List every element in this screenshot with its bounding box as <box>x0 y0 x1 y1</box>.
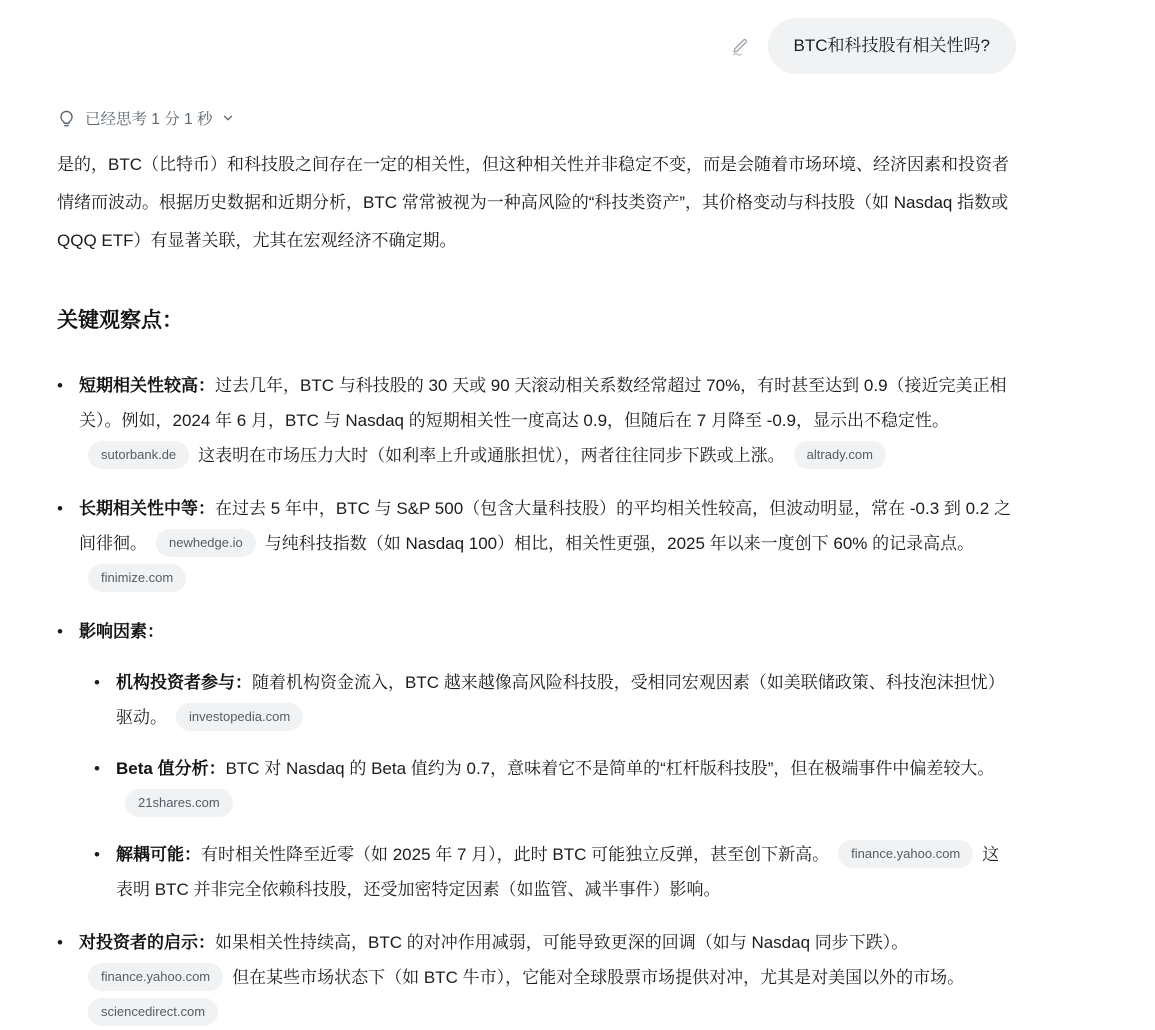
bullet-term: 短期相关性较高： <box>79 376 215 395</box>
bullet-content <box>116 665 1016 735</box>
user-message-text: BTC和科技股有相关性吗? <box>793 36 990 55</box>
list-item <box>57 491 1016 596</box>
bullet-marker: • <box>57 933 63 952</box>
chevron-down-icon <box>221 111 235 125</box>
citation-chip[interactable]: newhedge.io <box>156 529 256 557</box>
bullet-content <box>79 614 1016 907</box>
list-item <box>94 837 1016 907</box>
bullet-content <box>116 751 1016 821</box>
list-item <box>57 368 1016 473</box>
bullet-term: 解耦可能： <box>116 845 201 864</box>
bullet-marker: • <box>94 673 100 692</box>
bullet-text: 与纯科技指数（如 Nasdaq 100）相比，相关性更强，2025 年以来一度创下 60% 的记录高点。 <box>264 534 975 553</box>
bullet-content <box>79 491 1016 596</box>
list-item <box>57 614 1016 907</box>
citation-chip[interactable]: investopedia.com <box>176 703 303 731</box>
thinking-toggle[interactable] <box>57 107 235 129</box>
bullet-text: 在过去 5 年中，BTC 与 S&P 500（包含大量科技股）的平均相关性较高，但波动明显，常在 -0.3 到 0.2 之间徘徊。 <box>79 499 1011 553</box>
intro-paragraph: 是的，BTC（比特币）和科技股之间存在一定的相关性，但这种相关性并非稳定不变，而是会随着市场环境、经济因素和投资者情绪而波动。根据历史数据和近期分析，BTC 常常被视为一种高风险的“科技类资产”，其价格变动与科技股（如 Nasdaq 指数或 QQQ ETF）有显著关联，尤其在宏观经济不确定期。 <box>57 155 1009 250</box>
citation-chip[interactable]: finance.yahoo.com <box>838 840 973 868</box>
thinking-label: 已经思考 1 分 1 秒 <box>85 111 213 128</box>
bullet-content <box>79 368 1016 473</box>
bullet-marker: • <box>57 499 63 518</box>
citation-chip[interactable]: finimize.com <box>88 564 186 592</box>
bullet-text: 这表明 BTC 并非完全依赖科技股，还受加密特定因素（如监管、减半事件）影响。 <box>116 845 1000 899</box>
bullet-term: 长期相关性中等： <box>79 499 215 518</box>
bullet-text: BTC 对 Nasdaq 的 Beta 值约为 0.7，意味着它不是简单的“杠杆版科技股”，但在极端事件中偏差较大。 <box>225 759 995 778</box>
bullet-text: 如果相关性持续高，BTC 的对冲作用减弱，可能导致更深的回调（如与 Nasdaq 同步下跌）。 <box>215 933 909 952</box>
bullet-content <box>116 837 1016 907</box>
bullet-text: 有时相关性降至近零（如 2025 年 7 月），此时 BTC 可能独立反弹，甚至创下新高。 <box>201 845 830 864</box>
section-heading: 关键观察点： <box>57 309 183 332</box>
citation-chip[interactable]: sciencedirect.com <box>88 998 218 1026</box>
list-item <box>57 925 1016 1030</box>
bullet-marker: • <box>94 845 100 864</box>
bullet-list <box>57 368 1016 1030</box>
bullet-term: 对投资者的启示： <box>79 933 215 952</box>
bullet-text: 但在某些市场状态下（如 BTC 牛市），它能对全球股票市场提供对冲，尤其是对美国以外的市场。 <box>232 968 965 987</box>
bullet-text: 过去几年，BTC 与科技股的 30 天或 90 天滚动相关系数经常超过 70%，有时甚至达到 0.9（接近完美正相关）。例如，2024 年 6 月，BTC 与 Nasdaq 的短期相关性一度高达 0.9，但随后在 7 月降至 -0.9，显示出不稳定性。 <box>79 376 1007 430</box>
bullet-text: 随着机构资金流入，BTC 越来越像高风险科技股，受相同宏观因素（如美联储政策、科技泡沫担忧）驱动。 <box>116 673 1005 727</box>
bullet-marker: • <box>94 759 100 778</box>
list-item <box>94 751 1016 821</box>
citation-chip[interactable]: altrady.com <box>794 441 886 469</box>
bullet-term: 机构投资者参与： <box>116 673 252 692</box>
citation-chip[interactable]: sutorbank.de <box>88 441 189 469</box>
bullet-term: Beta 值分析： <box>116 759 226 778</box>
user-message-bubble <box>768 18 1016 74</box>
nested-list <box>79 665 1016 907</box>
bullet-content <box>79 925 1016 1030</box>
citation-chip[interactable]: finance.yahoo.com <box>88 963 223 991</box>
lightbulb-icon <box>57 109 76 128</box>
bullet-text: 这表明在市场压力大时（如利率上升或通胀担忧），两者往往同步下跌或上涨。 <box>198 446 785 465</box>
user-message-row <box>57 18 1016 74</box>
pencil-icon[interactable] <box>728 33 754 59</box>
bullet-term: 影响因素： <box>79 622 164 641</box>
bullet-marker: • <box>57 376 63 395</box>
citation-chip[interactable]: 21shares.com <box>125 789 233 817</box>
bullet-marker: • <box>57 622 63 641</box>
list-item <box>94 665 1016 735</box>
